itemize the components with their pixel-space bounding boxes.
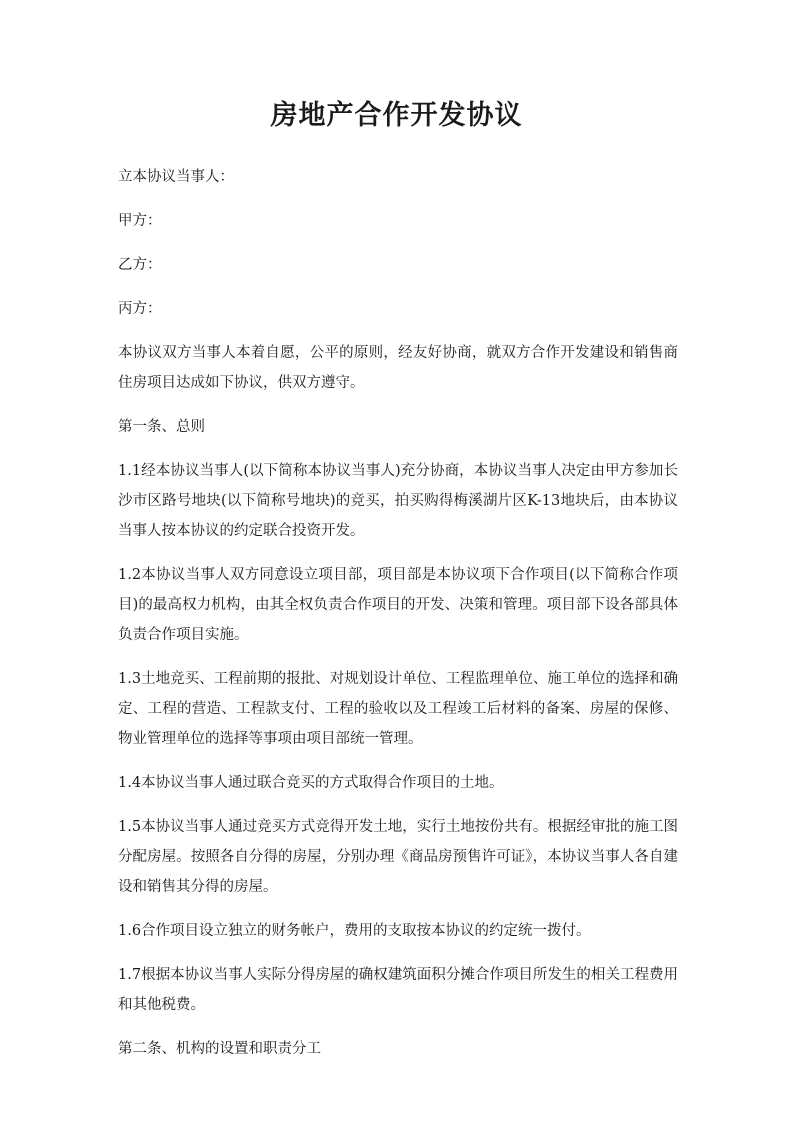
party-b: 乙方： bbox=[118, 257, 162, 273]
clause-1-2: 1.2本协议当事人双方同意设立项目部，项目部是本协议项下合作项目(以下简称合作项目)的最高权力机构，由其全权负责合作项目的开发、决策和管理。项目部下设各部具体负责合作项目实施。 bbox=[118, 567, 678, 643]
article-2-heading: 第二条、机构的设置和职责分工 bbox=[118, 1041, 321, 1057]
party-c: 丙方： bbox=[118, 301, 162, 317]
document-body bbox=[118, 162, 678, 1078]
clause-1-6: 1.6合作项目设立独立的财务帐户，费用的支取按本协议的约定统一拨付。 bbox=[118, 923, 591, 939]
preamble: 本协议双方当事人本着自愿，公平的原则，经友好协商，就双方合作开发建设和销售商住房项目达成如下协议，供双方遵守。 bbox=[118, 345, 678, 391]
document-title: 房地产合作开发协议 bbox=[270, 100, 523, 131]
clause-1-1: 1.1经本协议当事人(以下简称本协议当事人)充分协商，本协议当事人决定由甲方参加长沙市区路号地块(以下简称号地块)的竞买，拍买购得梅溪湖片区K-13地块后，由本协议当事人按本协议的约定联合投资开发。 bbox=[118, 463, 678, 539]
clause-1-3: 1.3土地竞买、工程前期的报批、对规划设计单位、工程监理单位、施工单位的选择和确定、工程的营造、工程款支付、工程的验收以及工程竣工后材料的备案、房屋的保修、物业管理单位的选择等事项由项目部统一管理。 bbox=[118, 671, 678, 747]
clause-1-4: 1.4本协议当事人通过联合竞买的方式取得合作项目的土地。 bbox=[118, 775, 504, 791]
article-1-heading: 第一条、总则 bbox=[118, 419, 205, 435]
clause-1-5: 1.5本协议当事人通过竞买方式竞得开发土地，实行土地按份共有。根据经审批的施工图分配房屋。按照各自分得的房屋，分别办理《商品房预售许可证》，本协议当事人各自建设和销售其分得的房屋。 bbox=[118, 819, 678, 895]
clause-1-7: 1.7根据本协议当事人实际分得房屋的确权建筑面积分摊合作项目所发生的相关工程费用和其他税费。 bbox=[118, 967, 678, 1013]
parties-intro: 立本协议当事人： bbox=[118, 169, 234, 185]
party-a: 甲方： bbox=[118, 213, 162, 229]
